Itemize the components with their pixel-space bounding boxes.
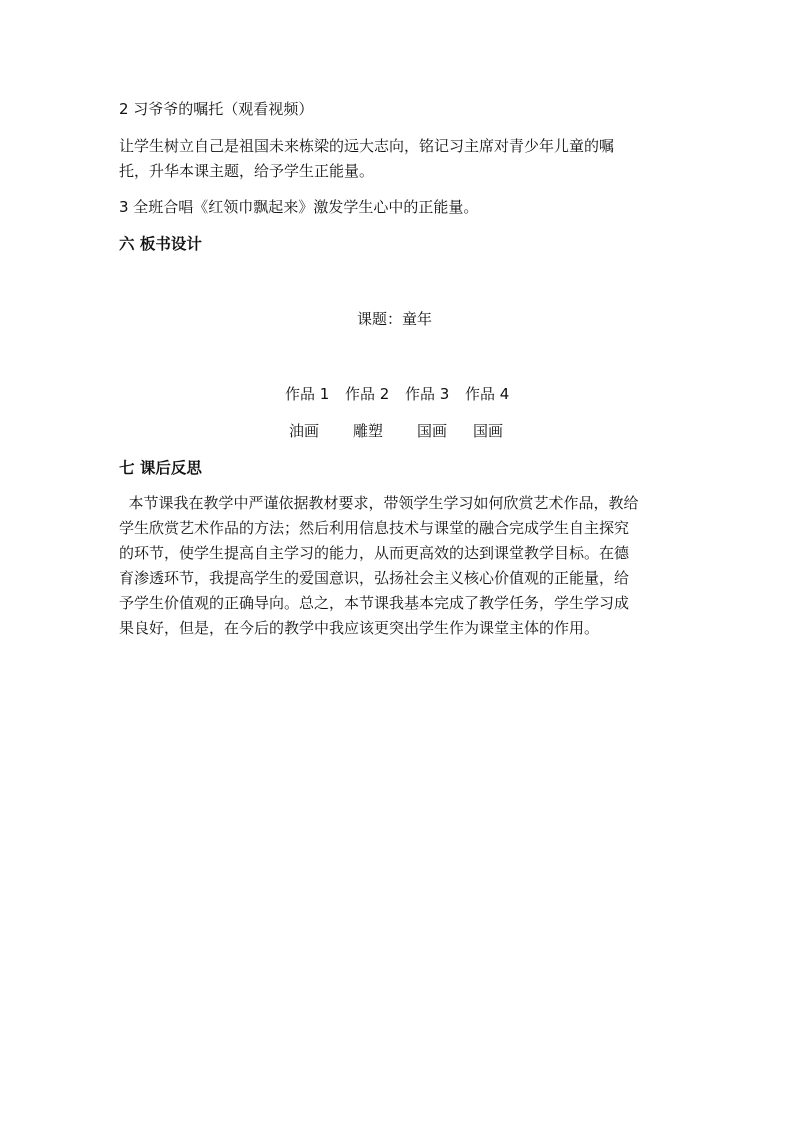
board-work-2: 作品 2: [345, 385, 390, 403]
section-7-heading: 七 课后反思: [119, 459, 202, 477]
reflection-line-5: 予学生价值观的正确导向。总之，本节课我基本完成了教学任务，学生学习成: [119, 594, 630, 612]
section-6-heading: 六 板书设计: [119, 235, 202, 253]
board-work-3: 作品 3: [405, 385, 450, 403]
board-title: 课题：童年: [357, 310, 433, 328]
reflection-line-4: 育渗透环节，我提高学生的爱国意识，弘扬社会主义核心价值观的正能量，给: [119, 569, 630, 587]
board-medium-2: 雕塑: [353, 422, 384, 440]
board-medium-3: 国画: [417, 422, 448, 440]
board-work-1: 作品 1: [285, 385, 330, 403]
item-3: 3 全班合唱《红领巾飘起来》激发学生心中的正能量。: [119, 198, 479, 216]
board-medium-1: 油画: [289, 422, 320, 440]
item-2-body-line-1: 让学生树立自己是祖国未来栋梁的远大志向，铭记习主席对青少年儿童的嘱: [119, 137, 615, 155]
reflection-line-6: 果良好，但是，在今后的教学中我应该更突出学生作为课堂主体的作用。: [119, 619, 600, 637]
board-work-4: 作品 4: [465, 385, 510, 403]
board-medium-4: 国画: [473, 422, 504, 440]
item-2-body-line-2: 托，升华本课主题，给予学生正能量。: [119, 162, 375, 180]
reflection-line-3: 的环节，使学生提高自主学习的能力，从而更高效的达到课堂教学目标。在德: [119, 544, 630, 562]
reflection-line-2: 学生欣赏艺术作品的方法；然后利用信息技术与课堂的融合完成学生自主探究: [119, 519, 630, 537]
reflection-line-1: 本节课我在教学中严谨依据教材要求，带领学生学习如何欣赏艺术作品，教给: [119, 494, 639, 512]
item-2-title: 2 习爷爷的嘱托（观看视频）: [119, 100, 314, 118]
